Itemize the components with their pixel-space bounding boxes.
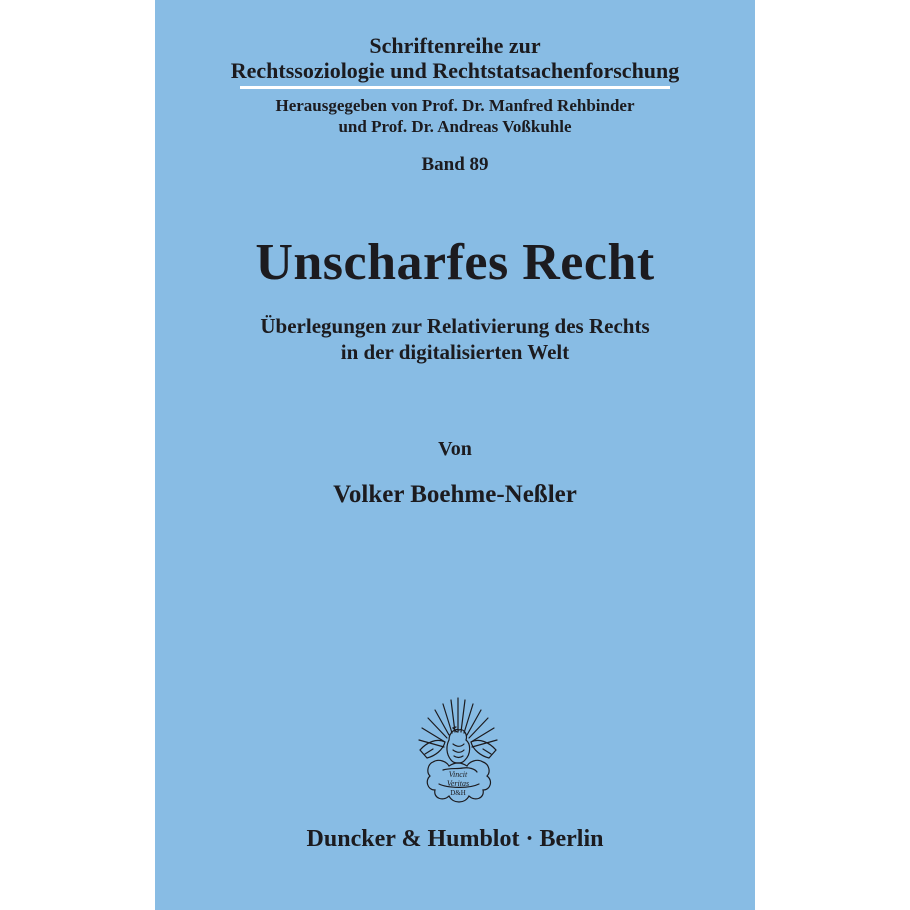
logo-initials: D&H [450, 789, 466, 797]
book-title: Unscharfes Recht [255, 234, 655, 291]
volume-number: Band 89 [421, 154, 489, 175]
series-title-line-2: Rechtssoziologie und Rechtstatsachenforschung [230, 58, 680, 83]
editors-line-1: Herausgegeben von Prof. Dr. Manfred Rehbinder [275, 96, 635, 115]
by-label: Von [438, 438, 472, 460]
publisher-imprint: Duncker & Humblot · Berlin [306, 826, 604, 852]
subtitle-line-2: in der digitalisierten Welt [340, 340, 570, 364]
editors-line-2: und Prof. Dr. Andreas Voßkuhle [338, 117, 572, 136]
series-divider [240, 86, 670, 89]
logo-motto-line-2: Veritas [446, 779, 470, 788]
logo-motto-line-1: Vincit [448, 770, 468, 779]
series-title-line-1: Schriftenreihe zur [369, 33, 541, 58]
phoenix-emblem-icon [413, 692, 503, 816]
author-name: Volker Boehme-Neßler [333, 481, 577, 508]
book-cover [155, 0, 755, 910]
subtitle-line-1: Überlegungen zur Relativierung des Rechts [260, 314, 650, 338]
